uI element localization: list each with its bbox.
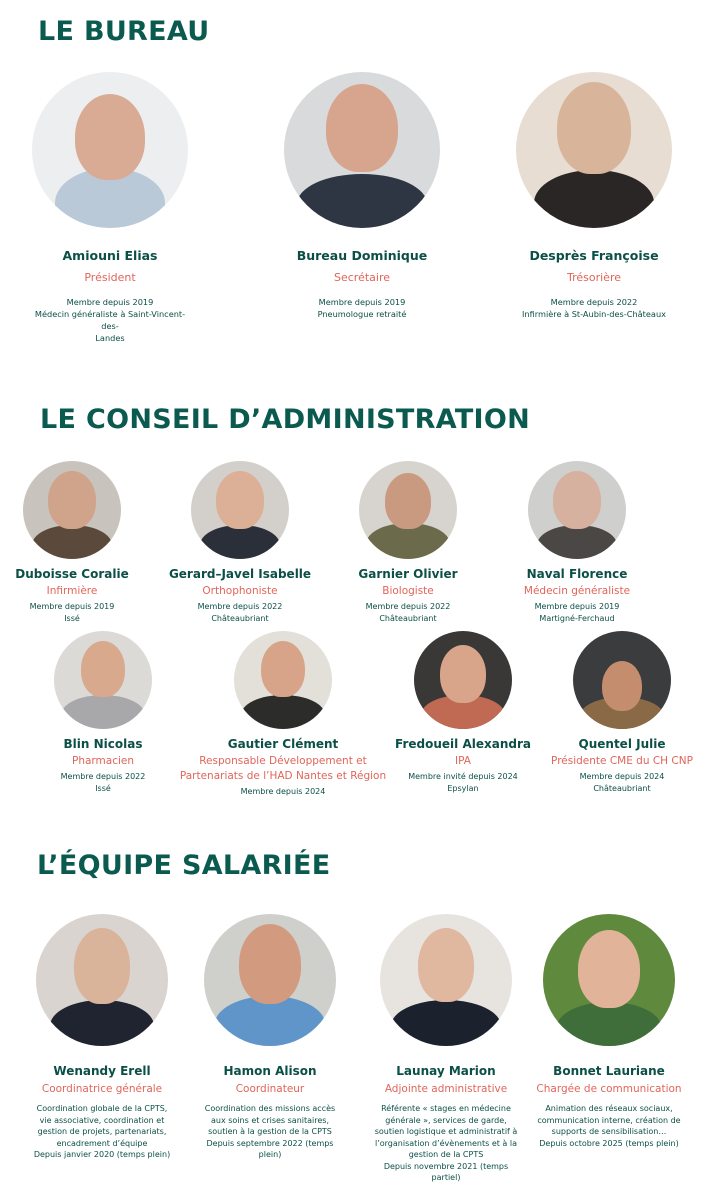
member-details: Membre depuis 2022 Issé	[60, 772, 146, 793]
member-card	[6, 461, 138, 625]
member-role: Président	[84, 271, 136, 284]
member-details: Membre depuis 2019 Pneumologue retraité	[317, 297, 407, 319]
member-details: Référente « stages en médecine générale », services de garde, soutien logistique et administratif à l’organisation d’évènements et à la gestion de la CPTS Depuis novembre 2021 (temps partiel)	[374, 1104, 518, 1182]
member-role: Biologiste	[382, 585, 434, 597]
member-role: Trésorière	[566, 271, 621, 284]
member-details: Membre depuis 2022 Châteaubriant	[197, 602, 283, 623]
avatar	[23, 461, 121, 559]
member-card	[394, 631, 532, 795]
avatar	[36, 914, 168, 1046]
avatar	[543, 914, 675, 1046]
avatar	[573, 631, 671, 729]
avatar	[54, 631, 152, 729]
member-card	[342, 461, 474, 625]
avatar	[204, 914, 336, 1046]
member-card	[170, 631, 396, 798]
avatar	[32, 72, 188, 228]
member-role: Présidente CME du CH CNP	[551, 755, 693, 767]
avatar	[359, 461, 457, 559]
member-name: Garnier Olivier	[358, 567, 458, 581]
avatar	[528, 461, 626, 559]
member-name: Gautier Clément	[227, 737, 339, 751]
member-role: Adjointe administrative	[384, 1083, 508, 1095]
avatar	[284, 72, 440, 228]
member-details: Membre depuis 2019 Issé	[29, 602, 115, 623]
avatar	[414, 631, 512, 729]
member-name: Quentel Julie	[578, 737, 666, 751]
member-role: Orthophoniste	[202, 585, 278, 597]
member-role: Responsable Développement et Partenariats de l’HAD Nantes et Région	[179, 755, 387, 782]
member-card	[364, 914, 528, 1184]
member-name: Bonnet Lauriane	[553, 1064, 665, 1078]
member-card	[506, 461, 648, 625]
member-role: Médecin généraliste	[523, 585, 631, 597]
member-details: Membre depuis 2019 Martigné-Ferchaud	[534, 602, 620, 623]
member-card	[28, 72, 192, 344]
avatar	[380, 914, 512, 1046]
member-name: Bureau Dominique	[296, 248, 428, 263]
member-details: Animation des réseaux sociaux, communication interne, création de supports de sensibilisation… Depuis octobre 2025 (temps plein)	[537, 1104, 681, 1148]
member-name: Fredoueil Alexandra	[395, 737, 531, 751]
member-details: Coordination globale de la CPTS, vie associative, coordination et gestion de projets, partenariats, encadrement d’équipe Depuis janvier 2020 (temps plein)	[33, 1104, 171, 1159]
member-name: Naval Florence	[526, 567, 628, 581]
member-role: Secrétaire	[333, 271, 390, 284]
member-details: Membre invité depuis 2024 Epsylan	[408, 772, 518, 793]
section-title-equipe: L’ÉQUIPE SALARIÉE	[37, 850, 331, 881]
member-role: Pharmacien	[71, 755, 135, 767]
member-name: Duboisse Coralie	[15, 567, 129, 581]
section-title-conseil: LE CONSEIL D’ADMINISTRATION	[40, 404, 531, 435]
member-name: Wenandy Erell	[53, 1064, 151, 1078]
member-card	[190, 914, 350, 1161]
member-card	[529, 914, 689, 1149]
member-card	[159, 461, 321, 625]
member-role: Infirmière	[46, 585, 98, 597]
member-card	[551, 631, 693, 795]
member-details: Membre depuis 2019 Médecin généraliste à Saint-Vincent-des- Landes	[34, 297, 186, 343]
member-name: Launay Marion	[396, 1064, 496, 1078]
member-card	[280, 72, 444, 320]
member-details: Membre depuis 2022 Châteaubriant	[365, 602, 451, 623]
member-details: Membre depuis 2024 Châteaubriant	[579, 772, 665, 793]
member-details: Membre depuis 2024	[240, 787, 326, 796]
avatar	[516, 72, 672, 228]
member-details: Membre depuis 2022 Infirmière à St-Aubin-des-Châteaux	[522, 297, 666, 319]
member-card	[22, 914, 182, 1161]
member-name: Amiouni Elias	[62, 248, 158, 263]
avatar	[234, 631, 332, 729]
section-title-bureau: LE BUREAU	[38, 16, 210, 47]
avatar	[191, 461, 289, 559]
member-card	[37, 631, 169, 795]
member-role: IPA	[455, 755, 471, 767]
member-name: Gerard–Javel Isabelle	[168, 567, 312, 581]
member-details: Coordination des missions accès aux soins et crises sanitaires, soutien à la gestion de la CPTS Depuis septembre 2022 (temps plein)	[204, 1104, 336, 1159]
member-role: Coordinateur	[235, 1083, 305, 1095]
member-role: Chargée de communication	[536, 1083, 682, 1095]
member-name: Blin Nicolas	[63, 737, 143, 751]
member-role: Coordinatrice générale	[41, 1083, 163, 1095]
member-card	[512, 72, 676, 320]
member-name: Hamon Alison	[223, 1064, 317, 1078]
member-name: Desprès Françoise	[529, 248, 659, 263]
